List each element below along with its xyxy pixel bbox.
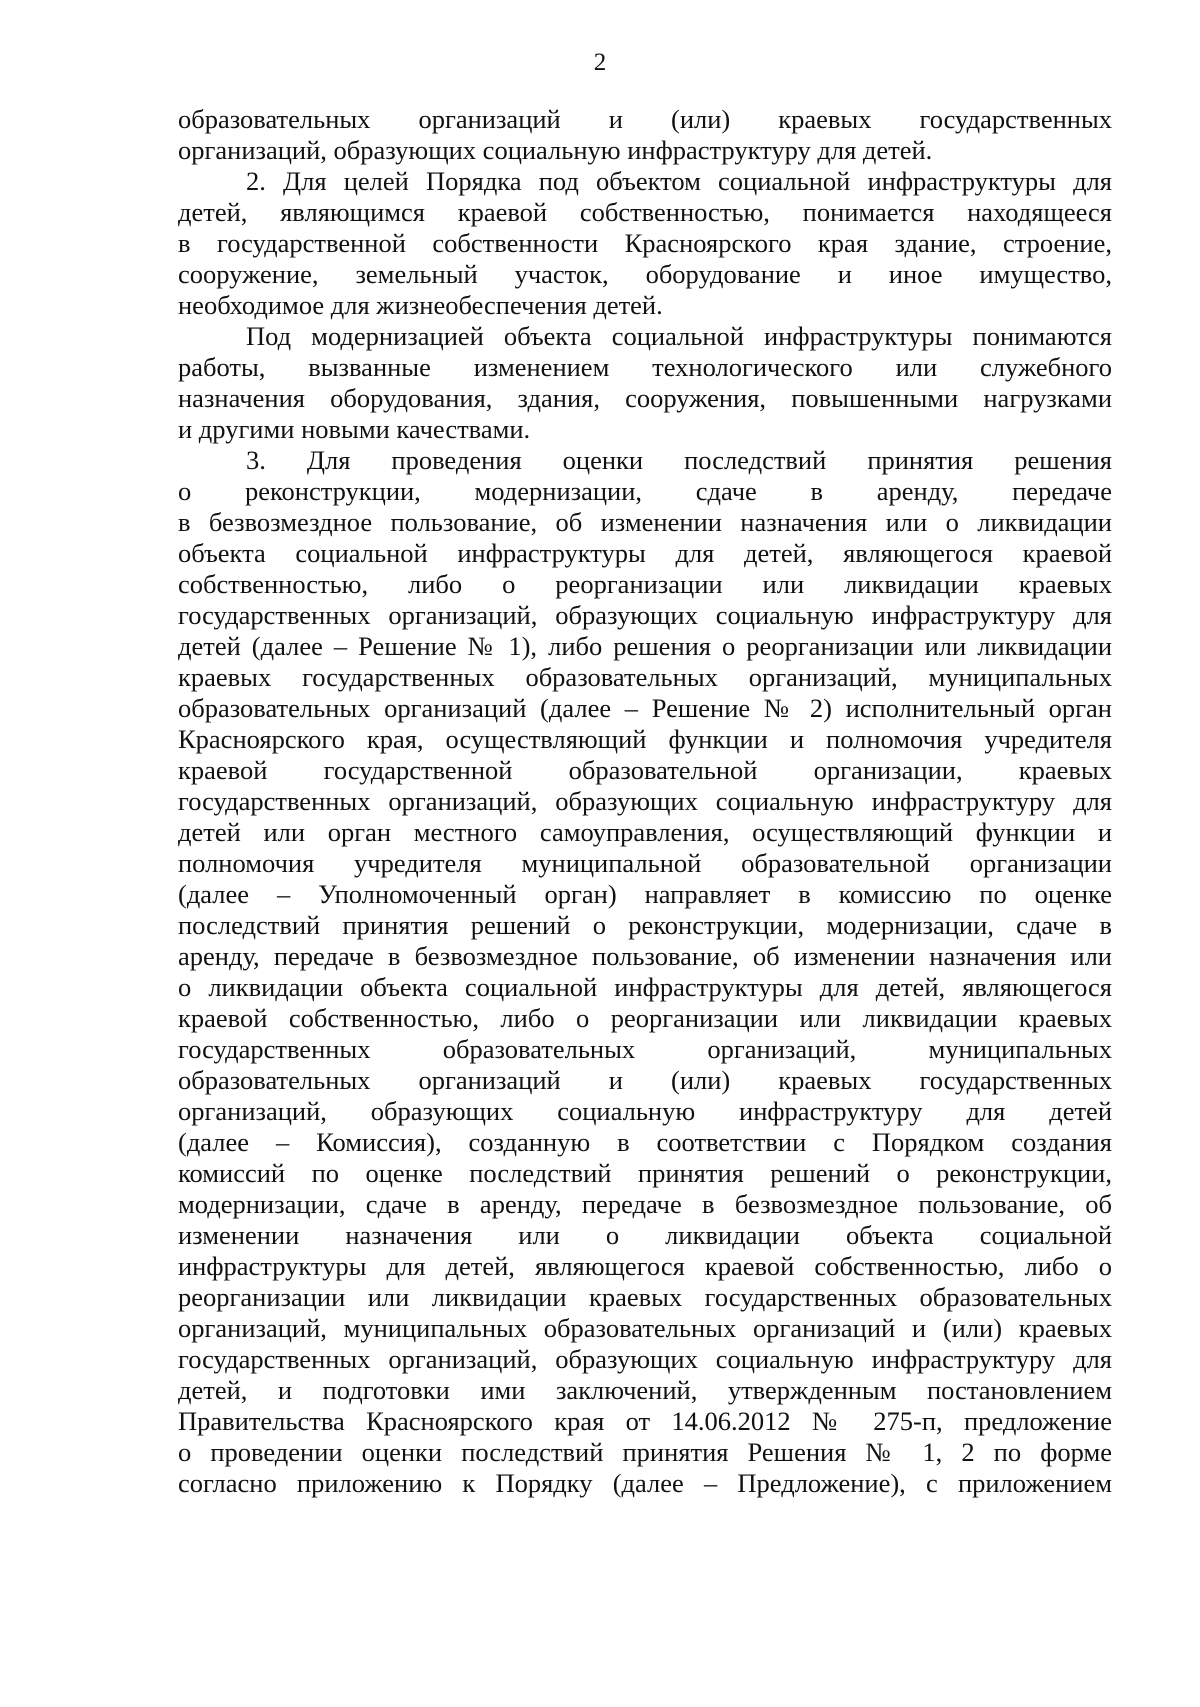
text-line: 2. Для целей Порядка под объектом социальной инфраструктуры для [246,166,1112,196]
text-line: комиссий по оценке последствий принятия решений о реконструкции, [178,1158,1112,1188]
text-line: реорганизации или ликвидации краевых государственных образовательных [178,1282,1112,1312]
text-line: необходимое для жизнеобеспечения детей. [178,290,663,320]
text-line: инфраструктуры для детей, являющегося краевой собственностью, либо о [178,1251,1112,1281]
text-line: и другими новыми качествами. [178,414,531,444]
text-line: собственностью, либо о реорганизации или ликвидации краевых [178,569,1112,599]
text-line: детей или орган местного самоуправления, осуществляющий функции и [178,817,1112,847]
text-line: детей (далее – Решение № 1), либо решения о реорганизации или ликвидации [178,631,1112,661]
text-line: организаций, образующих социальную инфраструктуру для детей [178,1096,1112,1126]
text-line: последствий принятия решений о реконструкции, модернизации, сдаче в [178,910,1112,940]
text-line: модернизации, сдаче в аренду, передаче в безвозмездное пользование, об [178,1189,1112,1219]
text-line: образовательных организаций и (или) краевых государственных [178,104,1112,134]
text-line: образовательных организаций и (или) краевых государственных [178,1065,1112,1095]
text-line: государственных организаций, образующих социальную инфраструктуру для [178,600,1112,630]
text-line: (далее – Уполномоченный орган) направляет в комиссию по оценке [178,879,1112,909]
text-line: краевой государственной образовательной организации, краевых [178,755,1112,785]
text-line: работы, вызванные изменением технологического или служебного [178,352,1112,382]
text-line: объекта социальной инфраструктуры для детей, являющегося краевой [178,538,1112,568]
text-line: государственных организаций, образующих социальную инфраструктуру для [178,1344,1112,1374]
text-line: 3. Для проведения оценки последствий принятия решения [246,445,1112,475]
text-line: в безвозмездное пользование, об изменении назначения или о ликвидации [178,507,1112,537]
text-line: (далее – Комиссия), созданную в соответствии с Порядком создания [178,1127,1112,1157]
text-line: детей, и подготовки ими заключений, утвержденным постановлением [178,1375,1112,1405]
text-line: государственных организаций, образующих социальную инфраструктуру для [178,786,1112,816]
text-line: полномочия учредителя муниципальной образовательной организации [178,848,1112,878]
text-line: Под модернизацией объекта социальной инфраструктуры понимаются [246,321,1112,351]
page-number: 2 [593,49,607,76]
text-line: краевой собственностью, либо о реорганизации или ликвидации краевых [178,1003,1112,1033]
text-line: в государственной собственности Красноярского края здание, строение, [178,228,1112,258]
text-line: Красноярского края, осуществляющий функции и полномочия учредителя [178,724,1112,754]
text-line: государственных образовательных организаций, муниципальных [178,1034,1112,1064]
text-line: о реконструкции, модернизации, сдаче в аренду, передаче [178,476,1112,506]
text-line: изменении назначения или о ликвидации объекта социальной [178,1220,1112,1250]
document-body [178,104,1112,1499]
text-line: Правительства Красноярского края от 14.06.2012 № 275-п, предложение [178,1406,1112,1436]
text-line: назначения оборудования, здания, сооружения, повышенными нагрузками [178,383,1112,413]
text-line: краевых государственных образовательных организаций, муниципальных [178,662,1112,692]
text-line: организаций, муниципальных образовательных организаций и (или) краевых [178,1313,1112,1343]
text-line: аренду, передаче в безвозмездное пользование, об изменении назначения или [178,941,1112,971]
text-line: о проведении оценки последствий принятия Решения № 1, 2 по форме [178,1437,1112,1467]
text-line: сооружение, земельный участок, оборудование и иное имущество, [178,259,1112,289]
text-line: организаций, образующих социальную инфраструктуру для детей. [178,135,933,165]
text-line: образовательных организаций (далее – Решение № 2) исполнительный орган [178,693,1112,723]
text-line: о ликвидации объекта социальной инфраструктуры для детей, являющегося [178,972,1112,1002]
text-line: детей, являющимся краевой собственностью, понимается находящееся [178,197,1112,227]
text-line: согласно приложению к Порядку (далее – Предложение), с приложением [178,1468,1112,1498]
